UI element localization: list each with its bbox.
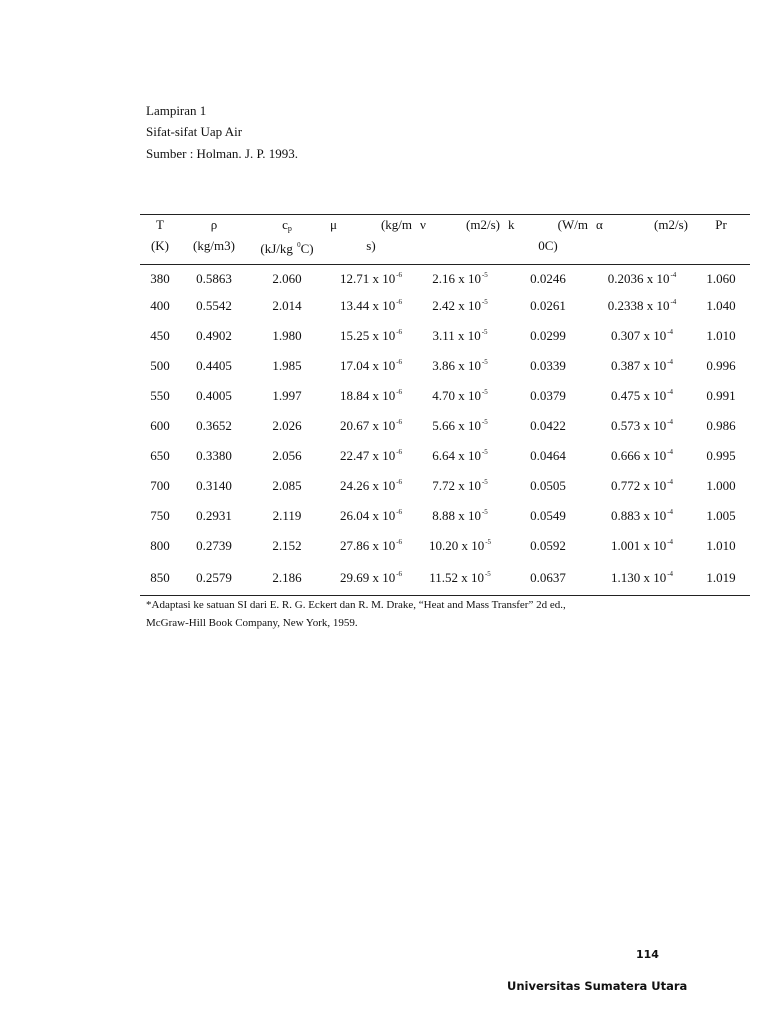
- cell-density: 0.4405: [196, 358, 232, 373]
- header-temperature-symbol: T: [156, 217, 164, 232]
- cell-thermal-diffusivity: 1.130 x $10^{-4}$: [592, 561, 692, 596]
- cell-kinematic-viscosity: 2.16 x $10^{-5}$: [432, 271, 488, 286]
- cell-thermal-conductivity: 0.0299: [530, 328, 566, 343]
- cell-density: 0.4902: [196, 328, 232, 343]
- cell-viscosity: 13.44 x $10^{-6}$: [339, 298, 403, 313]
- cell-specific-heat: 2.085: [272, 478, 302, 493]
- header-prandtl: Pr: [715, 217, 727, 232]
- cell-specific-heat: 2.014: [272, 298, 302, 313]
- table-body: [140, 265, 750, 596]
- document-header: [146, 100, 298, 164]
- cell-viscosity: 15.25 x $10^{-6}$: [339, 328, 403, 343]
- cell-density: 0.4005: [196, 388, 232, 403]
- cell-kinematic-viscosity: 6.64 x $10^{-5}$: [432, 448, 488, 463]
- header-thermal-conductivity: k (W/m: [508, 217, 588, 232]
- cell-density: 0.3140: [196, 478, 232, 493]
- cell-thermal-diffusivity: 0.772 x $10^{-4}$: [610, 478, 674, 493]
- cell-temperature: 700: [150, 478, 170, 493]
- header-density-unit: (kg/m3): [193, 238, 235, 253]
- table-header: [140, 215, 750, 265]
- cell-thermal-conductivity: 0.0592: [530, 538, 566, 553]
- cell-temperature: 750: [150, 508, 170, 523]
- cell-density: 0.3380: [196, 448, 232, 463]
- table-row: [140, 531, 750, 561]
- cell-thermal-conductivity: 0.0379: [530, 388, 566, 403]
- source-citation: Sumber : Holman. J. P. 1993.: [146, 146, 299, 161]
- cell-thermal-diffusivity: 1.001 x $10^{-4}$: [610, 538, 674, 553]
- table-row: [140, 441, 750, 471]
- cell-specific-heat: 2.060: [272, 271, 302, 286]
- table-row: [140, 351, 750, 381]
- header-conductivity-unit: 0C): [538, 238, 558, 253]
- cell-kinematic-viscosity: 2.42 x $10^{-5}$: [432, 298, 488, 313]
- header-density-symbol: ρ: [210, 217, 218, 232]
- cell-thermal-conductivity: 0.0339: [530, 358, 566, 373]
- cell-temperature: 500: [150, 358, 170, 373]
- cell-thermal-diffusivity: 0.387 x $10^{-4}$: [610, 358, 674, 373]
- cell-kinematic-viscosity: 7.72 x $10^{-5}$: [432, 478, 488, 493]
- footnote: [146, 596, 666, 632]
- table-row: [140, 381, 750, 411]
- cell-prandtl: 1.019: [692, 561, 750, 596]
- header-specific-heat-symbol: $c_p$: [282, 217, 292, 233]
- cell-prandtl: 0.995: [706, 448, 736, 463]
- table-row: [140, 501, 750, 531]
- cell-viscosity: 22.47 x $10^{-6}$: [339, 448, 403, 463]
- cell-specific-heat: 2.186: [248, 561, 326, 596]
- cell-prandtl: 1.040: [706, 298, 736, 313]
- cell-kinematic-viscosity: 3.86 x $10^{-5}$: [432, 358, 488, 373]
- table-row: [140, 411, 750, 441]
- cell-kinematic-viscosity: 10.20 x $10^{-5}$: [428, 538, 492, 553]
- cell-specific-heat: 2.056: [272, 448, 302, 463]
- table-row: [140, 471, 750, 501]
- cell-density: 0.2931: [196, 508, 232, 523]
- header-viscosity: μ (kg/m: [330, 217, 412, 232]
- cell-kinematic-viscosity: 5.66 x $10^{-5}$: [432, 418, 488, 433]
- cell-kinematic-viscosity: 3.11 x $10^{-5}$: [432, 328, 488, 343]
- header-kinematic-viscosity: ν (m2/s): [420, 217, 500, 232]
- page-number: 114: [636, 948, 659, 961]
- table-row: [140, 561, 750, 596]
- appendix-label: Lampiran 1: [146, 103, 207, 118]
- cell-temperature: 650: [150, 448, 170, 463]
- cell-prandtl: 0.996: [706, 358, 736, 373]
- cell-density: 0.5542: [196, 298, 232, 313]
- header-specific-heat-unit: (kJ/kg $^0$C): [260, 241, 314, 256]
- cell-density: 0.2579: [180, 561, 248, 596]
- cell-temperature: 450: [150, 328, 170, 343]
- cell-kinematic-viscosity: 11.52 x $10^{-5}$: [416, 561, 504, 596]
- cell-kinematic-viscosity: 4.70 x $10^{-5}$: [432, 388, 488, 403]
- cell-thermal-diffusivity: 0.883 x $10^{-4}$: [610, 508, 674, 523]
- cell-specific-heat: 2.152: [272, 538, 302, 553]
- cell-density: 0.2739: [196, 538, 232, 553]
- footnote-line: McGraw-Hill Book Company, New York, 1959.: [146, 617, 358, 629]
- cell-thermal-diffusivity: 0.475 x $10^{-4}$: [610, 388, 674, 403]
- cell-specific-heat: 1.997: [272, 388, 302, 403]
- cell-thermal-conductivity: 0.0637: [504, 561, 592, 596]
- cell-specific-heat: 2.026: [272, 418, 302, 433]
- cell-thermal-diffusivity: 0.666 x $10^{-4}$: [610, 448, 674, 463]
- document-title: Sifat-sifat Uap Air: [146, 124, 243, 139]
- cell-prandtl: 0.991: [706, 388, 736, 403]
- cell-viscosity: 18.84 x $10^{-6}$: [339, 388, 403, 403]
- cell-thermal-diffusivity: 0.573 x $10^{-4}$: [610, 418, 674, 433]
- cell-viscosity: 12.71 x $10^{-6}$: [339, 271, 403, 286]
- table-row: [140, 321, 750, 351]
- cell-prandtl: 1.000: [706, 478, 736, 493]
- header-temperature-unit: (K): [150, 238, 170, 253]
- cell-specific-heat: 2.119: [272, 508, 302, 523]
- cell-density: 0.3652: [196, 418, 232, 433]
- cell-viscosity: 26.04 x $10^{-6}$: [339, 508, 403, 523]
- cell-thermal-diffusivity: 0.2036 x $10^{-4}$: [607, 271, 677, 286]
- cell-thermal-diffusivity: 0.2338 x $10^{-4}$: [607, 298, 677, 313]
- cell-viscosity: 17.04 x $10^{-6}$: [339, 358, 403, 373]
- cell-temperature: 400: [150, 298, 170, 313]
- cell-temperature: 380: [150, 271, 170, 286]
- cell-thermal-conductivity: 0.0505: [530, 478, 566, 493]
- header-thermal-diffusivity: α (m2/s): [596, 217, 688, 232]
- water-vapor-properties-table: [140, 214, 750, 596]
- cell-prandtl: 1.010: [706, 538, 736, 553]
- cell-prandtl: 1.005: [706, 508, 736, 523]
- cell-thermal-conductivity: 0.0464: [530, 448, 566, 463]
- cell-specific-heat: 1.980: [272, 328, 302, 343]
- header-viscosity-unit: s): [366, 238, 376, 253]
- footnote-line: *Adaptasi ke satuan SI dari E. R. G. Eckert dan R. M. Drake, “Heat and Mass Transfer” 2d ed.,: [146, 599, 566, 611]
- cell-prandtl: 0.986: [706, 418, 736, 433]
- cell-temperature: 800: [150, 538, 170, 553]
- university-footer: Universitas Sumatera Utara: [507, 979, 688, 993]
- table-row: [140, 265, 750, 292]
- cell-thermal-conductivity: 0.0246: [530, 271, 566, 286]
- cell-density: 0.5863: [196, 271, 232, 286]
- cell-temperature: 550: [150, 388, 170, 403]
- cell-viscosity: 24.26 x $10^{-6}$: [339, 478, 403, 493]
- cell-viscosity: 20.67 x $10^{-6}$: [339, 418, 403, 433]
- cell-specific-heat: 1.985: [272, 358, 302, 373]
- cell-viscosity: 29.69 x $10^{-6}$: [326, 561, 416, 596]
- cell-temperature: 850: [140, 561, 180, 596]
- cell-thermal-conductivity: 0.0549: [530, 508, 566, 523]
- cell-thermal-diffusivity: 0.307 x $10^{-4}$: [610, 328, 674, 343]
- cell-temperature: 600: [150, 418, 170, 433]
- table-row: [140, 291, 750, 321]
- cell-prandtl: 1.010: [706, 328, 736, 343]
- cell-viscosity: 27.86 x $10^{-6}$: [339, 538, 403, 553]
- cell-thermal-conductivity: 0.0261: [530, 298, 566, 313]
- cell-kinematic-viscosity: 8.88 x $10^{-5}$: [432, 508, 488, 523]
- cell-thermal-conductivity: 0.0422: [530, 418, 566, 433]
- cell-prandtl: 1.060: [706, 271, 736, 286]
